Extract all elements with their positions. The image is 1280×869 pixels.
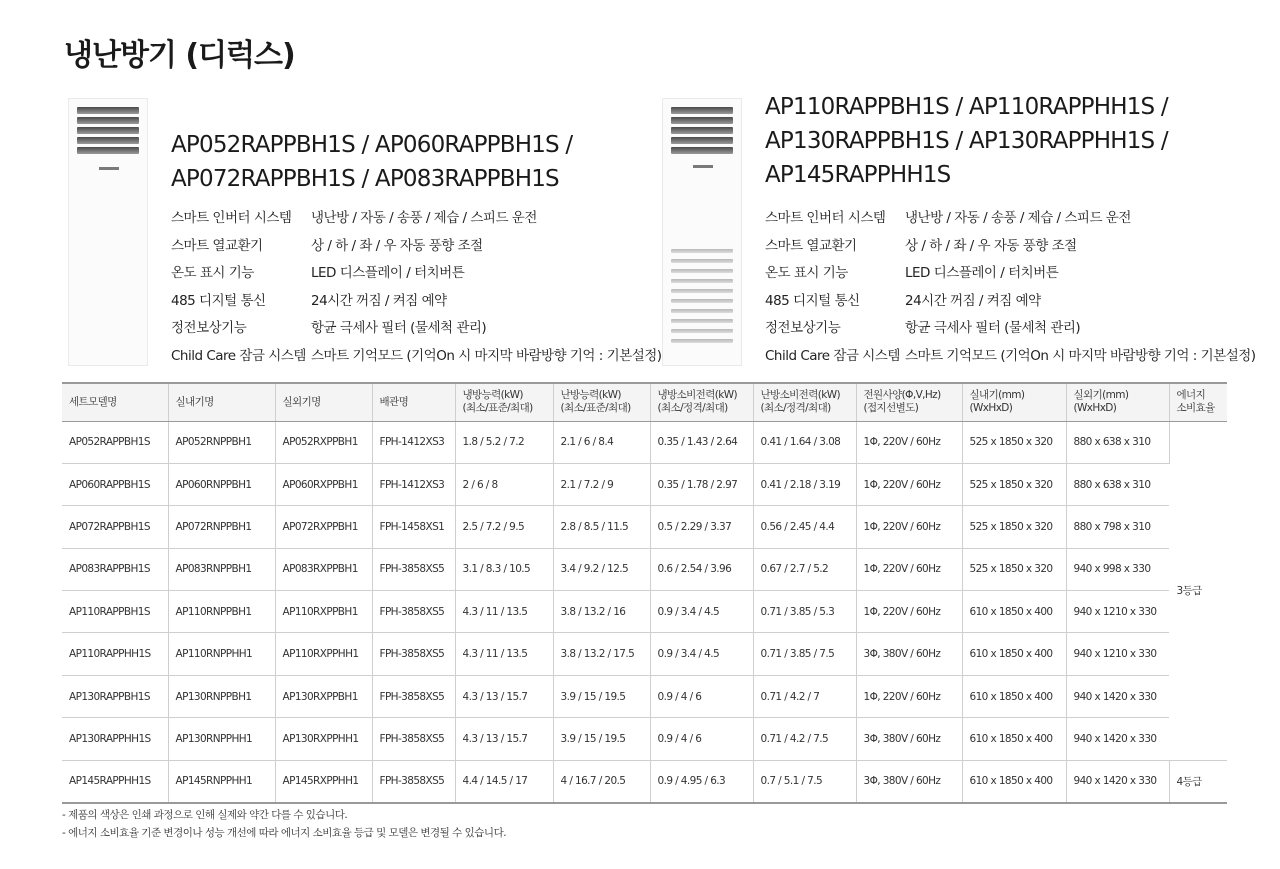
table-row [62, 421, 1227, 463]
table-cell: AP110RNPPHH1 [168, 633, 275, 675]
header-subline: (최소/정격/최대) [760, 402, 831, 415]
feature-row [171, 205, 662, 233]
model-line: AP145RAPPHH1S [765, 162, 951, 188]
table-cell: 610 x 1850 x 400 [962, 675, 1066, 717]
table-cell: FPH-3858XS5 [372, 760, 455, 802]
feature-label: 스마트 인버터 시스템 [171, 210, 292, 226]
table-cell: 610 x 1850 x 400 [962, 633, 1066, 675]
table-cell: AP145RXPPHH1 [275, 760, 372, 802]
table-cell: 2.1 / 7.2 / 9 [553, 463, 650, 505]
table-cell: 3.4 / 9.2 / 12.5 [553, 548, 650, 590]
table-cell: 1Φ, 220V / 60Hz [856, 548, 962, 590]
feature-label: 온도 표시 기능 [171, 265, 254, 282]
header-line: 실내기(mm) [969, 389, 1025, 402]
table-header-cell [753, 383, 856, 421]
table-cell: 525 x 1850 x 320 [962, 421, 1066, 463]
feature-row [765, 260, 1256, 288]
model-names [765, 90, 1168, 192]
feature-value: 항균 극세사 필터 (물세척 관리) [311, 320, 487, 337]
table-cell: 3.9 / 15 / 19.5 [553, 675, 650, 717]
table-header-row [62, 383, 1227, 421]
table-cell: 4.3 / 13 / 15.7 [455, 675, 553, 717]
table-cell: 940 x 1210 x 330 [1066, 591, 1169, 633]
footnote: - 에너지 소비효율 기준 변경이나 성능 개선에 따라 에너지 소비효율 등급 및 모델은 변경될 수 있습니다. [62, 827, 507, 839]
table-cell: 3Φ, 380V / 60Hz [856, 760, 962, 802]
table-cell: 4.3 / 11 / 13.5 [455, 633, 553, 675]
table-row [62, 633, 1227, 675]
table-cell: AP130RXPPHH1 [275, 718, 372, 760]
table-cell: FPH-1412XS3 [372, 421, 455, 463]
model-line: AP110RAPPBH1S / AP110RAPPHH1S / [765, 94, 1168, 120]
table-cell: AP110RXPPHH1 [275, 633, 372, 675]
page-title: 냉난방기 (디럭스) [64, 38, 295, 73]
table-cell: FPH-3858XS5 [372, 675, 455, 717]
table-cell: 940 x 1420 x 330 [1066, 760, 1169, 802]
table-cell: AP052RAPPBH1S [62, 421, 168, 463]
table-cell: 1Φ, 220V / 60Hz [856, 421, 962, 463]
table-cell: 525 x 1850 x 320 [962, 548, 1066, 590]
table-cell: 3.9 / 15 / 19.5 [553, 718, 650, 760]
table-cell: AP110RNPPBH1 [168, 591, 275, 633]
specification-table [62, 382, 1227, 804]
feature-label: 스마트 열교환기 [765, 237, 857, 254]
table-header-cell [1066, 383, 1169, 421]
table-header-cell [372, 383, 455, 421]
feature-row [765, 288, 1256, 316]
table-cell: FPH-1412XS3 [372, 463, 455, 505]
table-cell: AP130RAPPBH1S [62, 675, 168, 717]
table-cell: 0.67 / 2.7 / 5.2 [753, 548, 856, 590]
feature-label: 정전보상기능 [171, 320, 247, 337]
energy-grade-cell: 4등급 [1169, 760, 1227, 802]
table-row [62, 506, 1227, 548]
feature-value: 항균 극세사 필터 (물세척 관리) [905, 320, 1081, 337]
table-cell: FPH-3858XS5 [372, 633, 455, 675]
feature-value: 냉난방 / 자동 / 송풍 / 제습 / 스피드 운전 [905, 210, 1131, 226]
table-cell: AP083RNPPBH1 [168, 548, 275, 590]
table-header-cell [856, 383, 962, 421]
table-cell: AP072RAPPBH1S [62, 506, 168, 548]
table-cell: AP110RAPPBH1S [62, 591, 168, 633]
table-header-cell [275, 383, 372, 421]
feature-value: 24시간 꺼짐 / 켜짐 예약 [311, 292, 447, 309]
table-cell: 3.8 / 13.2 / 17.5 [553, 633, 650, 675]
feature-value: 스마트 기억모드 (기억On 시 마지막 바람방향 기억 : 기본설정) [905, 347, 1256, 364]
feature-row [765, 233, 1256, 261]
table-cell: AP110RAPPHH1S [62, 633, 168, 675]
feature-value: LED 디스플레이 / 터치버튼 [311, 265, 465, 282]
table-cell: AP072RXPPBH1 [275, 506, 372, 548]
feature-row [171, 315, 662, 343]
table-cell: 4 / 16.7 / 20.5 [553, 760, 650, 802]
table-cell: 4.4 / 14.5 / 17 [455, 760, 553, 802]
header-line: 전원사양(Φ,V,Hz) [863, 389, 941, 402]
table-cell: FPH-3858XS5 [372, 591, 455, 633]
header-subline: (접지선별도) [863, 402, 919, 415]
table-cell: 0.6 / 2.54 / 3.96 [650, 548, 753, 590]
table-header-cell [168, 383, 275, 421]
feature-label: 485 디지털 통신 [765, 292, 860, 309]
table-cell: AP072RNPPBH1 [168, 506, 275, 548]
table-cell: 3Φ, 380V / 60Hz [856, 718, 962, 760]
feature-label: 스마트 인버터 시스템 [765, 210, 886, 226]
feature-value: 스마트 기억모드 (기억On 시 마지막 바람방향 기억 : 기본설정) [311, 347, 662, 364]
table-row [62, 760, 1227, 802]
table-cell: 0.9 / 4 / 6 [650, 675, 753, 717]
table-cell: 610 x 1850 x 400 [962, 760, 1066, 802]
table-cell: 525 x 1850 x 320 [962, 506, 1066, 548]
model-line: AP130RAPPBH1S / AP130RAPPHH1S / [765, 128, 1168, 154]
table-cell: 0.71 / 4.2 / 7.5 [753, 718, 856, 760]
table-cell: FPH-1458XS1 [372, 506, 455, 548]
table-cell: 3.8 / 13.2 / 16 [553, 591, 650, 633]
table-cell: 880 x 798 x 310 [1066, 506, 1169, 548]
table-cell: 1Φ, 220V / 60Hz [856, 591, 962, 633]
table-cell: 2 / 6 / 8 [455, 463, 553, 505]
table-cell: 0.9 / 3.4 / 4.5 [650, 591, 753, 633]
header-line: 세트모델명 [69, 395, 117, 408]
feature-row [765, 205, 1256, 233]
footnotes [62, 806, 506, 842]
header-subline: (최소/정격/최대) [657, 402, 728, 415]
table-cell: AP130RXPPBH1 [275, 675, 372, 717]
table-cell: 0.35 / 1.78 / 2.97 [650, 463, 753, 505]
header-subline: (WxHxD) [1073, 402, 1117, 415]
table-cell: 0.9 / 4.95 / 6.3 [650, 760, 753, 802]
table-cell: AP060RAPPBH1S [62, 463, 168, 505]
header-subline: (최소/표준/최대) [560, 402, 631, 415]
table-cell: 0.9 / 3.4 / 4.5 [650, 633, 753, 675]
table-cell: AP083RXPPBH1 [275, 548, 372, 590]
table-cell: 0.5 / 2.29 / 3.37 [650, 506, 753, 548]
feature-row [765, 343, 1256, 371]
table-cell: 0.7 / 5.1 / 7.5 [753, 760, 856, 802]
header-line: 배관명 [379, 395, 409, 408]
table-cell: 0.71 / 4.2 / 7 [753, 675, 856, 717]
energy-grade-cell: 3등급 [1169, 421, 1227, 760]
table-cell: 940 x 998 x 330 [1066, 548, 1169, 590]
header-subline: 소비효율 [1176, 402, 1215, 415]
header-line: 난방능력(kW) [560, 389, 621, 402]
feature-label: 485 디지털 통신 [171, 292, 266, 309]
table-cell: 3.1 / 8.3 / 10.5 [455, 548, 553, 590]
header-subline: (WxHxD) [969, 402, 1013, 415]
table-cell: AP145RAPPHH1S [62, 760, 168, 802]
header-line: 실외기명 [282, 395, 321, 408]
feature-value: 상 / 하 / 좌 / 우 자동 풍향 조절 [905, 237, 1077, 254]
feature-row [765, 315, 1256, 343]
feature-value: LED 디스플레이 / 터치버튼 [905, 265, 1059, 282]
header-line: 난방소비전력(kW) [760, 389, 841, 402]
feature-row [171, 260, 662, 288]
table-cell: 1.8 / 5.2 / 7.2 [455, 421, 553, 463]
table-row [62, 675, 1227, 717]
table-cell: 0.41 / 2.18 / 3.19 [753, 463, 856, 505]
table-row [62, 718, 1227, 760]
table-cell: AP130RNPPBH1 [168, 675, 275, 717]
table-cell: 0.41 / 1.64 / 3.08 [753, 421, 856, 463]
table-cell: 525 x 1850 x 320 [962, 463, 1066, 505]
table-cell: AP052RXPPBH1 [275, 421, 372, 463]
feature-row [171, 343, 662, 371]
header-line: 냉방능력(kW) [462, 389, 523, 402]
table-cell: 610 x 1850 x 400 [962, 591, 1066, 633]
table-row [62, 463, 1227, 505]
table-cell: AP110RXPPBH1 [275, 591, 372, 633]
table-cell: AP130RNPPHH1 [168, 718, 275, 760]
table-row [62, 548, 1227, 590]
feature-value: 24시간 꺼짐 / 켜짐 예약 [905, 292, 1041, 309]
table-cell: AP083RAPPBH1S [62, 548, 168, 590]
table-header-cell [1169, 383, 1227, 421]
table-cell: 2.1 / 6 / 8.4 [553, 421, 650, 463]
table-header-cell [455, 383, 553, 421]
table-row [62, 591, 1227, 633]
table-cell: AP052RNPPBH1 [168, 421, 275, 463]
feature-list [171, 205, 662, 371]
feature-label: 온도 표시 기능 [765, 265, 848, 282]
header-line: 냉방소비전력(kW) [657, 389, 738, 402]
table-cell: 610 x 1850 x 400 [962, 718, 1066, 760]
table-cell: 940 x 1210 x 330 [1066, 633, 1169, 675]
feature-label: Child Care 잠금 시스템 [765, 347, 900, 364]
footnote: - 제품의 색상은 인쇄 과정으로 인해 실제와 약간 다를 수 있습니다. [62, 809, 348, 821]
table-cell: FPH-3858XS5 [372, 548, 455, 590]
table-cell: 3Φ, 380V / 60Hz [856, 633, 962, 675]
model-line: AP052RAPPBH1S / AP060RAPPBH1S / [171, 132, 573, 158]
feature-value: 상 / 하 / 좌 / 우 자동 풍향 조절 [311, 237, 483, 254]
table-cell: 4.3 / 13 / 15.7 [455, 718, 553, 760]
table-cell: FPH-3858XS5 [372, 718, 455, 760]
table-cell: 1Φ, 220V / 60Hz [856, 506, 962, 548]
table-cell: 0.35 / 1.43 / 2.64 [650, 421, 753, 463]
feature-list [765, 205, 1256, 371]
model-names [171, 128, 572, 196]
feature-row [171, 233, 662, 261]
air-conditioner-image [662, 98, 742, 366]
table-cell: 0.71 / 3.85 / 7.5 [753, 633, 856, 675]
table-cell: 880 x 638 x 310 [1066, 463, 1169, 505]
header-line: 실내기명 [175, 395, 214, 408]
table-cell: 2.5 / 7.2 / 9.5 [455, 506, 553, 548]
feature-label: Child Care 잠금 시스템 [171, 347, 306, 364]
table-cell: 940 x 1420 x 330 [1066, 718, 1169, 760]
header-line: 에너지 [1176, 389, 1206, 402]
table-cell: AP130RAPPHH1S [62, 718, 168, 760]
air-conditioner-image [68, 98, 148, 366]
table-cell: 2.8 / 8.5 / 11.5 [553, 506, 650, 548]
table-header-cell [962, 383, 1066, 421]
table-cell: 0.71 / 3.85 / 5.3 [753, 591, 856, 633]
table-cell: 1Φ, 220V / 60Hz [856, 463, 962, 505]
feature-value: 냉난방 / 자동 / 송풍 / 제습 / 스피드 운전 [311, 210, 537, 226]
table-cell: AP060RXPPBH1 [275, 463, 372, 505]
header-line: 실외기(mm) [1073, 389, 1129, 402]
table-cell: 0.56 / 2.45 / 4.4 [753, 506, 856, 548]
table-header-cell [553, 383, 650, 421]
feature-label: 정전보상기능 [765, 320, 841, 337]
model-line: AP072RAPPBH1S / AP083RAPPBH1S [171, 166, 559, 192]
table-cell: 940 x 1420 x 330 [1066, 675, 1169, 717]
header-subline: (최소/표준/최대) [462, 402, 533, 415]
feature-label: 스마트 열교환기 [171, 237, 263, 254]
table-cell: 4.3 / 11 / 13.5 [455, 591, 553, 633]
table-cell: 0.9 / 4 / 6 [650, 718, 753, 760]
table-header-cell [62, 383, 168, 421]
feature-row [171, 288, 662, 316]
table-cell: 1Φ, 220V / 60Hz [856, 675, 962, 717]
table-cell: 880 x 638 x 310 [1066, 421, 1169, 463]
table-cell: AP145RNPPHH1 [168, 760, 275, 802]
table-cell: AP060RNPPBH1 [168, 463, 275, 505]
table-header-cell [650, 383, 753, 421]
